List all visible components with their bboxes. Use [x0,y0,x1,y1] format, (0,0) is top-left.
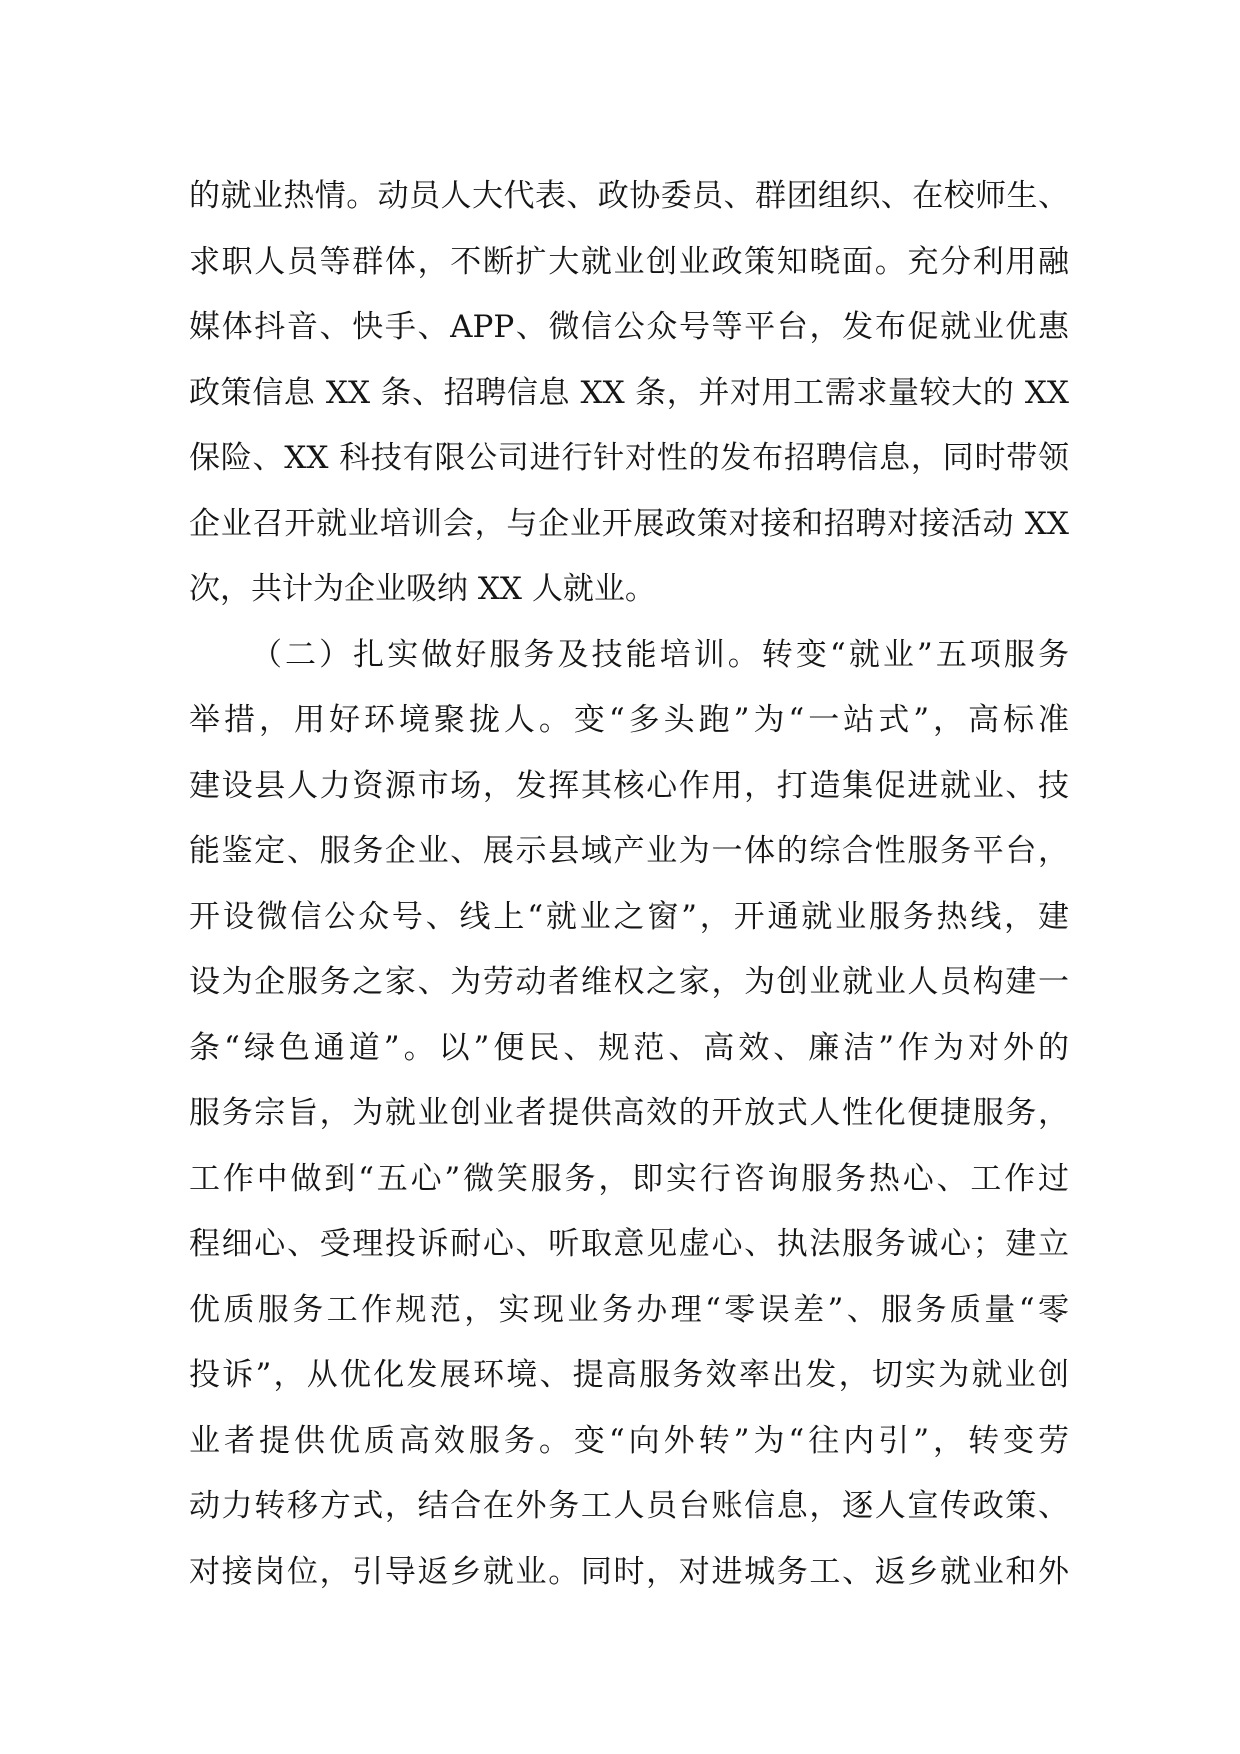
text-line: 程细心、受理投诉耐心、听取意见虚心、执法服务诚心；建立 [189,1226,1069,1262]
text-line: 政策信息 XX 条、招聘信息 XX 条，并对用工需求量较大的 XX [189,374,1069,411]
text-line: 保险、XX 科技有限公司进行针对性的发布招聘信息，同时带领 [189,440,1069,476]
text-line: 设为企服务之家、为劳动者维权之家，为创业就业人员构建一 [189,964,1069,1000]
paragraph-section-two [189,623,1069,1606]
text-line: 条“绿色通道”。以”便民、规范、高效、廉洁”作为对外的 [189,1029,1069,1066]
text-line: 动力转移方式，结合在外务工人员台账信息，逐人宣传政策、 [189,1488,1069,1524]
text-line: 的就业热情。动员人大代表、政协委员、群团组织、在校师生、 [189,178,1069,214]
text-line: 工作中做到“五心”微笑服务，即实行咨询服务热心、工作过 [189,1160,1069,1197]
section-heading-line: （二）扎实做好服务及技能培训。转变“就业”五项服务 [251,636,1069,673]
text-line: 次，共计为企业吸纳 XX 人就业。 [189,571,656,607]
text-line: 服务宗旨，为就业创业者提供高效的开放式人性化便捷服务， [189,1095,1069,1131]
text-line: 优质服务工作规范，实现业务办理“零误差”、服务质量“零 [189,1291,1069,1328]
text-line: 求职人员等群体，不断扩大就业创业政策知晓面。充分利用融 [189,243,1069,280]
text-line: 媒体抖音、快手、APP、微信公众号等平台，发布促就业优惠 [189,309,1069,345]
text-line: 举措，用好环境聚拢人。变“多头跑”为“一站式”，高标准 [189,702,1069,738]
text-line: 能鉴定、服务企业、展示县域产业为一体的综合性服务平台， [189,833,1069,869]
text-line: 对接岗位，引导返乡就业。同时，对进城务工、返乡就业和外 [189,1553,1069,1590]
paragraph-continued [189,164,1069,623]
text-line: 企业召开就业培训会，与企业开展政策对接和招聘对接活动 XX [189,505,1069,542]
text-line: 建设县人力资源市场，发挥其核心作用，打造集促进就业、技 [189,767,1069,804]
document-body [189,164,1069,1605]
text-line: 投诉”，从优化发展环境、提高服务效率出发，切实为就业创 [189,1357,1069,1393]
text-line: 业者提供优质高效服务。变“向外转”为“往内引”，转变劳 [189,1422,1069,1459]
text-line: 开设微信公众号、线上“就业之窗”，开通就业服务热线，建 [189,898,1069,935]
